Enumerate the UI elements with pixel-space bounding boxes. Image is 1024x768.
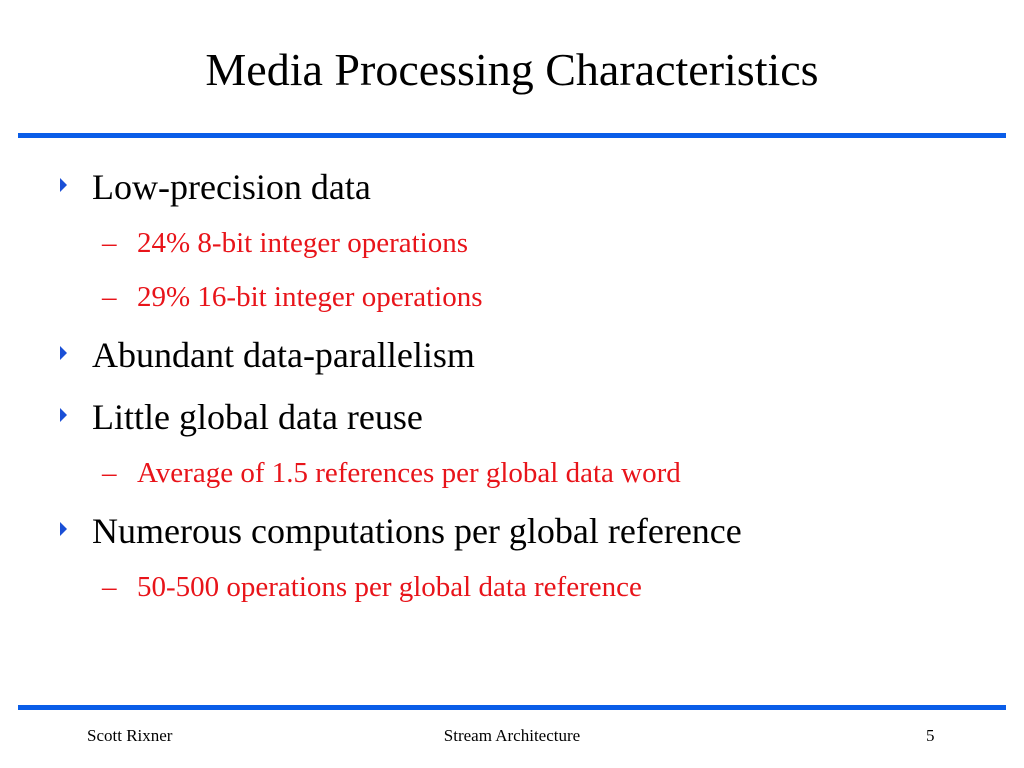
triangle-bullet-icon (60, 346, 67, 360)
triangle-bullet-icon (60, 178, 67, 192)
slide-title: Media Processing Characteristics (205, 44, 819, 95)
bullet-text: Abundant data-parallelism (92, 335, 475, 375)
footer-author: Scott Rixner (87, 726, 173, 745)
dash-bullet-icon: – (102, 281, 117, 313)
triangle-bullet-icon (60, 522, 67, 536)
bullet-text: Numerous computations per global reference (92, 511, 742, 551)
sub-bullet-text: 24% 8-bit integer operations (137, 227, 468, 259)
dash-bullet-icon: – (102, 571, 117, 603)
sub-bullet-text: 29% 16-bit integer operations (137, 281, 483, 313)
footer-topic: Stream Architecture (443, 726, 581, 745)
dash-bullet-icon: – (102, 457, 117, 489)
triangle-bullet-icon (60, 408, 67, 422)
page-number: 5 (926, 726, 935, 745)
bullet-text: Low-precision data (92, 167, 371, 207)
footer-divider (18, 705, 1006, 710)
sub-bullet-text: Average of 1.5 references per global data word (137, 457, 681, 489)
dash-bullet-icon: – (102, 227, 117, 259)
sub-bullet-text: 50-500 operations per global data reference (137, 571, 642, 603)
bullet-text: Little global data reuse (92, 397, 423, 437)
